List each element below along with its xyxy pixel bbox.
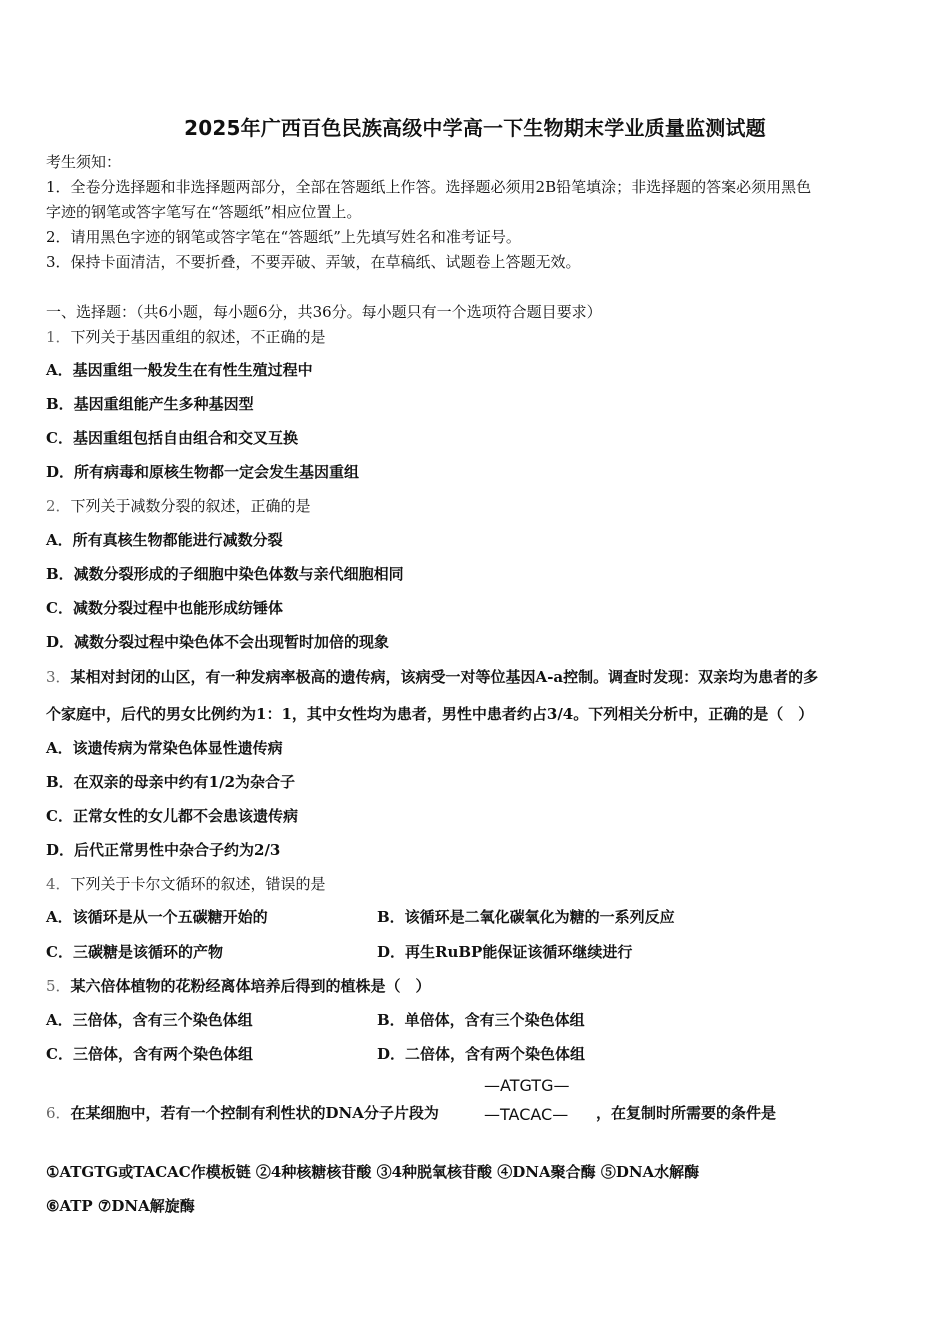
notice-item-3: 3．保持卡面清洁，不要折叠，不要弄破、弄皱，在草稿纸、试题卷上答题无效。 (46, 253, 581, 271)
q2-option-d: D．减数分裂过程中染色体不会出现暂时加倍的现象 (46, 633, 390, 651)
q2-stem-line (46, 496, 311, 516)
q6-options-line-2: ⑥ATP ⑦DNA解旋酶 (46, 1197, 195, 1215)
q2-option-a: A．所有真核生物都能进行减数分裂 (46, 531, 283, 549)
q6-stem-before-wrap (46, 1102, 439, 1123)
q5-stem: 某六倍体植物的花粉经离体培养后得到的植株是（ ） (70, 977, 431, 995)
notice-item-1-line-2: 字迹的钢笔或答字笔写在“答题纸”相应位置上。 (46, 203, 362, 221)
q6-number: 6． (46, 1104, 71, 1122)
q3-number: 3． (46, 668, 71, 686)
q6-options-line-1: ①ATGTG或TACAC作模板链 ②4种核糖核苷酸 ③4种脱氧核苷酸 ④DNA聚合酶 ⑤DNA水解酶 (46, 1163, 700, 1181)
q1-option-c: C．基因重组包括自由组合和交叉互换 (46, 429, 298, 447)
q4-stem-line (46, 874, 326, 894)
q3-option-a: A．该遗传病为常染色体显性遗传病 (46, 739, 283, 757)
q3-option-d: D．后代正常男性中杂合子约为2/3 (46, 841, 281, 859)
q4-option-c: C．三碳糖是该循环的产物 (46, 943, 223, 961)
q2-stem: 下列关于减数分裂的叙述，正确的是 (70, 497, 311, 515)
q1-option-b: B．基因重组能产生多种基因型 (46, 395, 254, 413)
q3-stem-line-1 (46, 667, 818, 687)
q4-number: 4． (46, 875, 71, 893)
dna-fragment (484, 1076, 594, 1128)
q4-stem: 下列关于卡尔文循环的叙述，错误的是 (70, 875, 326, 893)
dna-bottom-strand: —TACAC— (484, 1105, 569, 1124)
q4-option-d: D．再生RuBP能保证该循环继续进行 (377, 943, 633, 961)
q5-number: 5． (46, 977, 71, 995)
q1-stem: 下列关于基因重组的叙述，不正确的是 (70, 328, 326, 346)
q5-option-d: D．二倍体，含有两个染色体组 (377, 1045, 586, 1063)
notice-item-1-line-1: 1．全卷分选择题和非选择题两部分，全部在答题纸上作答。选择题必须用2B铅笔填涂；非选择题的答案必须用黑色 (46, 178, 812, 196)
q3-stem-line-2: 个家庭中，后代的男女比例约为1：1，其中女性均为患者，男性中患者约占3/4。下列相关分析中，正确的是（ ） (46, 705, 814, 723)
q6-stem-after: ，在复制时所需要的条件是 (596, 1104, 777, 1122)
q1-option-d: D．所有病毒和原核生物都一定会发生基因重组 (46, 463, 360, 481)
q5-option-b: B．单倍体，含有三个染色体组 (377, 1011, 585, 1029)
exam-title: 2025年广西百色民族高级中学高一下生物期末学业质量监测试题 (184, 116, 766, 140)
q5-option-c: C．三倍体，含有两个染色体组 (46, 1045, 253, 1063)
q3-option-c: C．正常女性的女儿都不会患该遗传病 (46, 807, 298, 825)
section-heading: 一、选择题：（共6小题，每小题6分，共36分。每小题只有一个选项符合题目要求） (46, 303, 602, 321)
q1-number: 1． (46, 328, 71, 346)
notice-item-2: 2．请用黑色字迹的钢笔或答字笔在“答题纸”上先填写姓名和准考证号。 (46, 228, 521, 246)
q5-stem-line (46, 976, 431, 996)
dna-top-strand: —ATGTG— (484, 1076, 570, 1095)
q2-number: 2． (46, 497, 71, 515)
q2-option-b: B．减数分裂形成的子细胞中染色体数与亲代细胞相同 (46, 565, 404, 583)
q1-stem-line (46, 327, 326, 347)
q3-stem-1: 某相对封闭的山区，有一种发病率极高的遗传病，该病受一对等位基因A-a控制。调查时发现：双亲均为患者的多 (70, 668, 819, 686)
q5-option-a: A．三倍体，含有三个染色体组 (46, 1011, 253, 1029)
q1-option-a: A．基因重组一般发生在有性生殖过程中 (46, 361, 313, 379)
q2-option-c: C．减数分裂过程中也能形成纺锤体 (46, 599, 283, 617)
q4-option-a: A．该循环是从一个五碳糖开始的 (46, 908, 268, 926)
q3-option-b: B．在双亲的母亲中约有1/2为杂合子 (46, 773, 296, 791)
q4-option-b: B．该循环是二氧化碳氧化为糖的一系列反应 (377, 908, 675, 926)
notice-heading: 考生须知： (46, 153, 122, 171)
q6-stem-before: 在某细胞中，若有一个控制有利性状的DNA分子片段为 (70, 1104, 439, 1122)
